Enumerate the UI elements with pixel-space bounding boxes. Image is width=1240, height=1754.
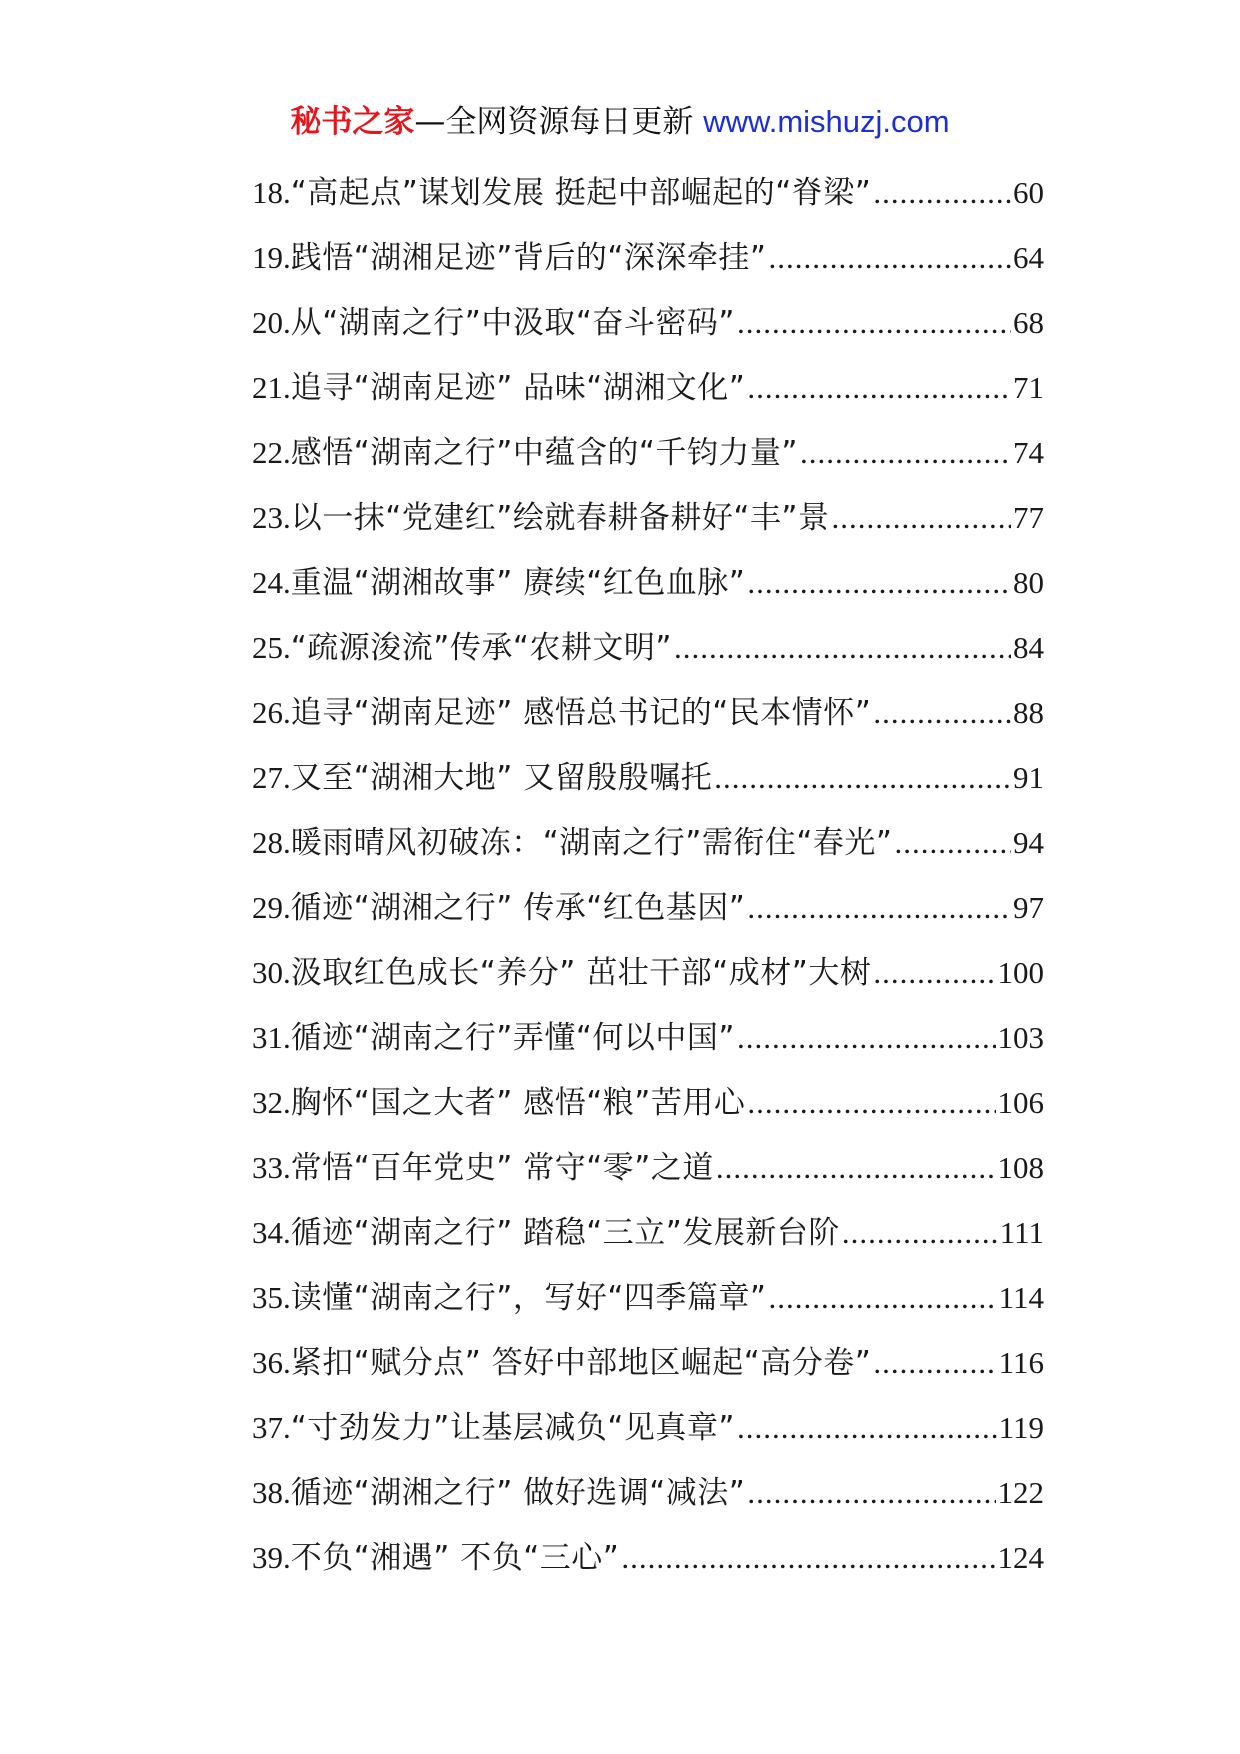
toc-entry-number: 30. [252, 955, 291, 990]
toc-entry-title: 感悟“湖南之行”中蕴含的“千钧力量” [290, 435, 798, 471]
toc-entry-number: 22. [252, 435, 291, 470]
toc-dot-leader [769, 225, 1012, 290]
toc-entry-number: 31. [252, 1020, 291, 1055]
brand-name: 秘书之家 [290, 104, 415, 140]
toc-entry[interactable] [252, 1460, 1044, 1525]
toc-entry[interactable] [252, 875, 1044, 940]
toc-entry[interactable] [252, 1070, 1044, 1135]
toc-dot-leader [769, 1265, 997, 1330]
toc-entry-page-number: 91 [1013, 760, 1044, 795]
toc-dot-leader [747, 355, 1011, 420]
toc-dot-leader [842, 1200, 998, 1265]
toc-entry[interactable] [252, 1005, 1044, 1070]
toc-entry-page-number: 122 [997, 1475, 1044, 1510]
toc-entry[interactable] [252, 225, 1044, 290]
toc-entry[interactable] [252, 485, 1044, 550]
toc-entry-page-number: 97 [1013, 890, 1044, 925]
toc-entry[interactable] [252, 745, 1044, 810]
toc-entry[interactable] [252, 810, 1044, 875]
toc-dot-leader [895, 810, 1012, 875]
toc-entry[interactable] [252, 1395, 1044, 1460]
toc-entry-number: 38. [252, 1475, 291, 1510]
toc-entry-number: 36. [252, 1345, 291, 1380]
toc-entry-title: 追寻“湖南足迹” 感悟总书记的“民本情怀” [290, 695, 872, 731]
header-tagline: —全网资源每日更新 [414, 104, 704, 140]
toc-entry-page-number: 106 [997, 1085, 1044, 1120]
toc-entry[interactable] [252, 1200, 1044, 1265]
toc-entry-title: 又至“湖湘大地” 又留殷殷嘱托 [290, 760, 713, 796]
toc-entry-page-number: 100 [997, 955, 1044, 990]
toc-entry-title: 以一抹“党建红”绘就春耕备耕好“丰”景 [290, 500, 830, 536]
toc-entry-title: 循迹“湖湘之行” 传承“红色基因” [290, 890, 746, 926]
toc-entry-title: “疏源浚流”传承“农耕文明” [290, 630, 672, 666]
toc-entry[interactable] [252, 1265, 1044, 1330]
toc-dot-leader [714, 745, 1011, 810]
toc-entry-number: 18. [252, 175, 291, 210]
toc-entry-number: 28. [252, 825, 291, 860]
toc-entry-page-number: 71 [1013, 370, 1044, 405]
toc-entry-title: 循迹“湖湘之行” 做好选调“减法” [290, 1475, 746, 1511]
toc-entry-number: 37. [252, 1410, 291, 1445]
toc-entry[interactable] [252, 420, 1044, 485]
toc-entry[interactable] [252, 290, 1044, 355]
toc-entry-number: 27. [252, 760, 291, 795]
toc-entry-number: 25. [252, 630, 291, 665]
toc-entry-number: 23. [252, 500, 291, 535]
toc-dot-leader [747, 550, 1011, 615]
toc-entry-page-number: 64 [1013, 240, 1044, 275]
toc-entry[interactable] [252, 550, 1044, 615]
toc-entry-number: 35. [252, 1280, 291, 1315]
toc-dot-leader [747, 875, 1011, 940]
toc-entry-title: 循迹“湖南之行”弄懂“何以中国” [290, 1020, 735, 1056]
toc-entry-page-number: 80 [1013, 565, 1044, 600]
toc-entry-title: 践悟“湖湘足迹”背后的“深深牵挂” [290, 240, 767, 276]
toc-entry-number: 32. [252, 1085, 291, 1120]
toc-entry-number: 19. [252, 240, 291, 275]
toc-entry-page-number: 94 [1013, 825, 1044, 860]
toc-entry-title: 紧扣“赋分点” 答好中部地区崛起“高分卷” [290, 1345, 872, 1381]
toc-entry-page-number: 111 [999, 1215, 1044, 1250]
table-of-contents [252, 160, 1044, 1590]
toc-entry-title: 追寻“湖南足迹” 品味“湖湘文化” [290, 370, 746, 406]
toc-entry-title: 常悟“百年党史” 常守“零”之道 [290, 1150, 714, 1186]
toc-entry-page-number: 84 [1013, 630, 1044, 665]
toc-entry-number: 29. [252, 890, 291, 925]
toc-entry[interactable] [252, 1135, 1044, 1200]
toc-entry-page-number: 77 [1013, 500, 1044, 535]
toc-entry-number: 20. [252, 305, 291, 340]
toc-entry-number: 33. [252, 1150, 291, 1185]
toc-dot-leader [737, 1005, 996, 1070]
toc-entry-title: 从“湖南之行”中汲取“奋斗密码” [290, 305, 735, 341]
toc-dot-leader [873, 940, 995, 1005]
toc-dot-leader [737, 290, 1011, 355]
toc-entry-number: 39. [252, 1540, 291, 1575]
toc-entry-number: 24. [252, 565, 291, 600]
toc-entry-page-number: 124 [997, 1540, 1044, 1575]
toc-entry-page-number: 74 [1013, 435, 1044, 470]
toc-dot-leader [873, 1330, 996, 1395]
toc-entry-number: 26. [252, 695, 291, 730]
toc-entry-page-number: 114 [998, 1280, 1044, 1315]
toc-entry-number: 34. [252, 1215, 291, 1250]
toc-entry[interactable] [252, 680, 1044, 745]
toc-entry-page-number: 68 [1013, 305, 1044, 340]
toc-entry-title: 暖雨晴风初破冻：“湖南之行”需衔住“春光” [290, 825, 893, 861]
toc-entry-page-number: 119 [998, 1410, 1044, 1445]
toc-entry-title: “寸劲发力”让基层减负“见真章” [290, 1410, 735, 1446]
toc-dot-leader [800, 420, 1011, 485]
toc-dot-leader [747, 1070, 995, 1135]
toc-entry[interactable] [252, 615, 1044, 680]
toc-entry-title: 循迹“湖南之行” 踏稳“三立”发展新台阶 [290, 1215, 840, 1251]
toc-dot-leader [747, 1460, 995, 1525]
toc-entry-title: 读懂“湖南之行”，写好“四季篇章” [290, 1280, 767, 1316]
toc-entry-title: 不负“湘遇” 不负“三心” [290, 1540, 620, 1576]
toc-entry[interactable] [252, 1330, 1044, 1395]
toc-entry[interactable] [252, 355, 1044, 420]
toc-dot-leader [674, 615, 1011, 680]
toc-entry[interactable] [252, 160, 1044, 225]
toc-dot-leader [832, 485, 1012, 550]
toc-dot-leader [716, 1135, 996, 1200]
toc-entry[interactable] [252, 940, 1044, 1005]
website-link[interactable]: www.mishuzj.com [703, 104, 950, 139]
toc-entry-title: 胸怀“国之大者” 感悟“粮”苦用心 [290, 1085, 746, 1121]
toc-entry-page-number: 88 [1013, 695, 1044, 730]
toc-entry-title: 重温“湖湘故事” 赓续“红色血脉” [290, 565, 746, 601]
page-header [0, 100, 1240, 144]
toc-entry-title: 汲取红色成长“养分” 茁壮干部“成材”大树 [290, 955, 872, 991]
toc-dot-leader [737, 1395, 997, 1460]
toc-entry-page-number: 108 [997, 1150, 1044, 1185]
toc-entry-page-number: 116 [998, 1345, 1044, 1380]
toc-entry-page-number: 60 [1013, 175, 1044, 210]
toc-dot-leader [621, 1525, 995, 1590]
toc-entry-title: “高起点”谋划发展 挺起中部崛起的“脊梁” [290, 175, 872, 211]
toc-entry[interactable] [252, 1525, 1044, 1590]
toc-dot-leader [873, 160, 1011, 225]
toc-entry-number: 21. [252, 370, 291, 405]
toc-entry-page-number: 103 [997, 1020, 1044, 1055]
toc-dot-leader [873, 680, 1011, 745]
